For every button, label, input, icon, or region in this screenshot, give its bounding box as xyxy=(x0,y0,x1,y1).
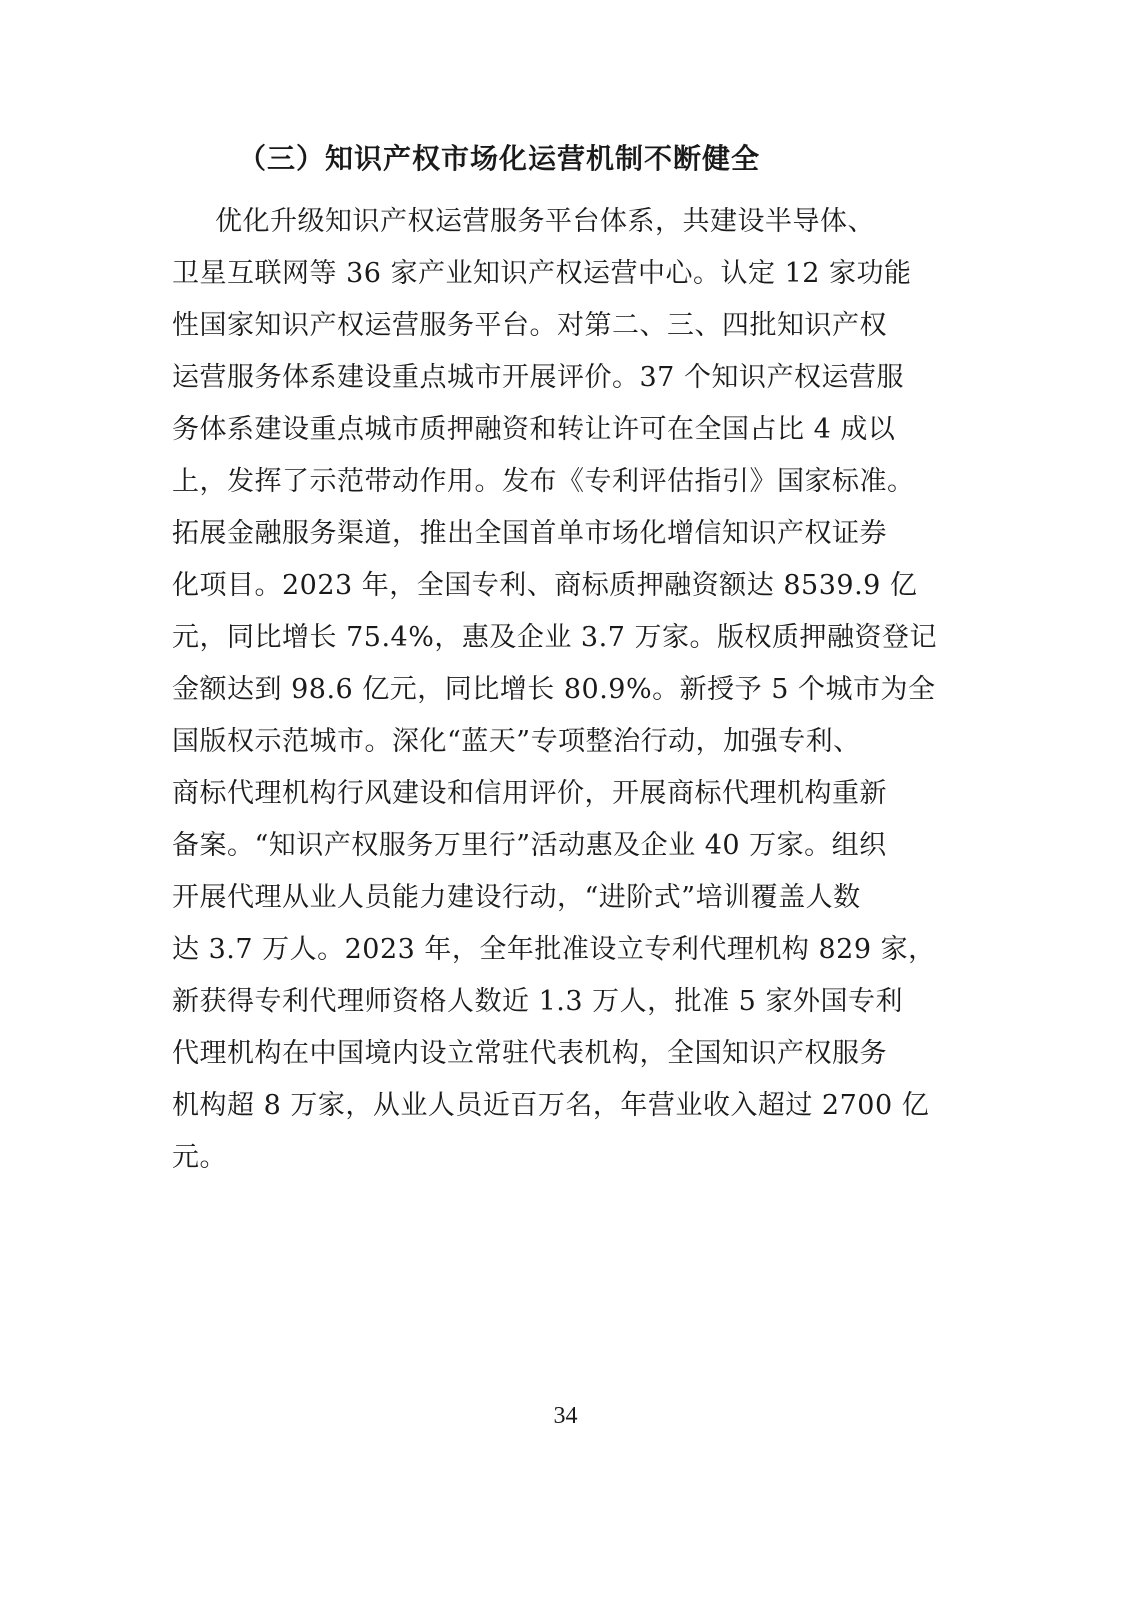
paragraph-line: 商标代理机构行风建设和信用评价，开展商标代理机构重新 xyxy=(172,778,887,809)
paragraph-line: 化项目。2023 年，全国专利、商标质押融资额达 8539.9 亿 xyxy=(172,570,918,601)
page-number: 34 xyxy=(553,1403,578,1429)
paragraph-line: 性国家知识产权运营服务平台。对第二、三、四批知识产权 xyxy=(172,310,887,341)
paragraph-line: 新获得专利代理师资格人数近 1.3 万人，批准 5 家外国专利 xyxy=(172,986,903,1017)
paragraph-line: 拓展金融服务渠道，推出全国首单市场化增信知识产权证券 xyxy=(172,518,887,549)
paragraph-line: 优化升级知识产权运营服务平台体系，共建设半导体、 xyxy=(215,206,875,237)
paragraph-line: 卫星互联网等 36 家产业知识产权运营中心。认定 12 家功能 xyxy=(172,258,912,289)
paragraph-line: 元，同比增长 75.4%，惠及企业 3.7 万家。版权质押融资登记 xyxy=(172,622,937,653)
paragraph-line: 元。 xyxy=(172,1142,227,1173)
paragraph-line: 上，发挥了示范带动作用。发布《专利评估指引》国家标准。 xyxy=(172,466,915,497)
paragraph-line: 国版权示范城市。深化“蓝天”专项整治行动，加强专利、 xyxy=(172,726,861,757)
paragraph-line: 达 3.7 万人。2023 年，全年批准设立专利代理机构 829 家， xyxy=(172,934,936,965)
paragraph-line: 备案。“知识产权服务万里行”活动惠及企业 40 万家。组织 xyxy=(172,830,887,861)
paragraph-line: 务体系建设重点城市质押融资和转让许可在全国占比 4 成以 xyxy=(172,414,896,445)
paragraph-line: 开展代理从业人员能力建设行动，“进阶式”培训覆盖人数 xyxy=(172,882,861,913)
paragraph-line: 机构超 8 万家，从业人员近百万名，年营业收入超过 2700 亿 xyxy=(172,1090,930,1121)
paragraph-line: 代理机构在中国境内设立常驻代表机构，全国知识产权服务 xyxy=(172,1038,887,1069)
paragraph-line: 运营服务体系建设重点城市开展评价。37 个知识产权运营服 xyxy=(172,362,904,393)
section-heading: （三）知识产权市场化运营机制不断健全 xyxy=(238,142,761,175)
paragraph-line: 金额达到 98.6 亿元，同比增长 80.9%。新授予 5 个城市为全 xyxy=(172,674,936,705)
